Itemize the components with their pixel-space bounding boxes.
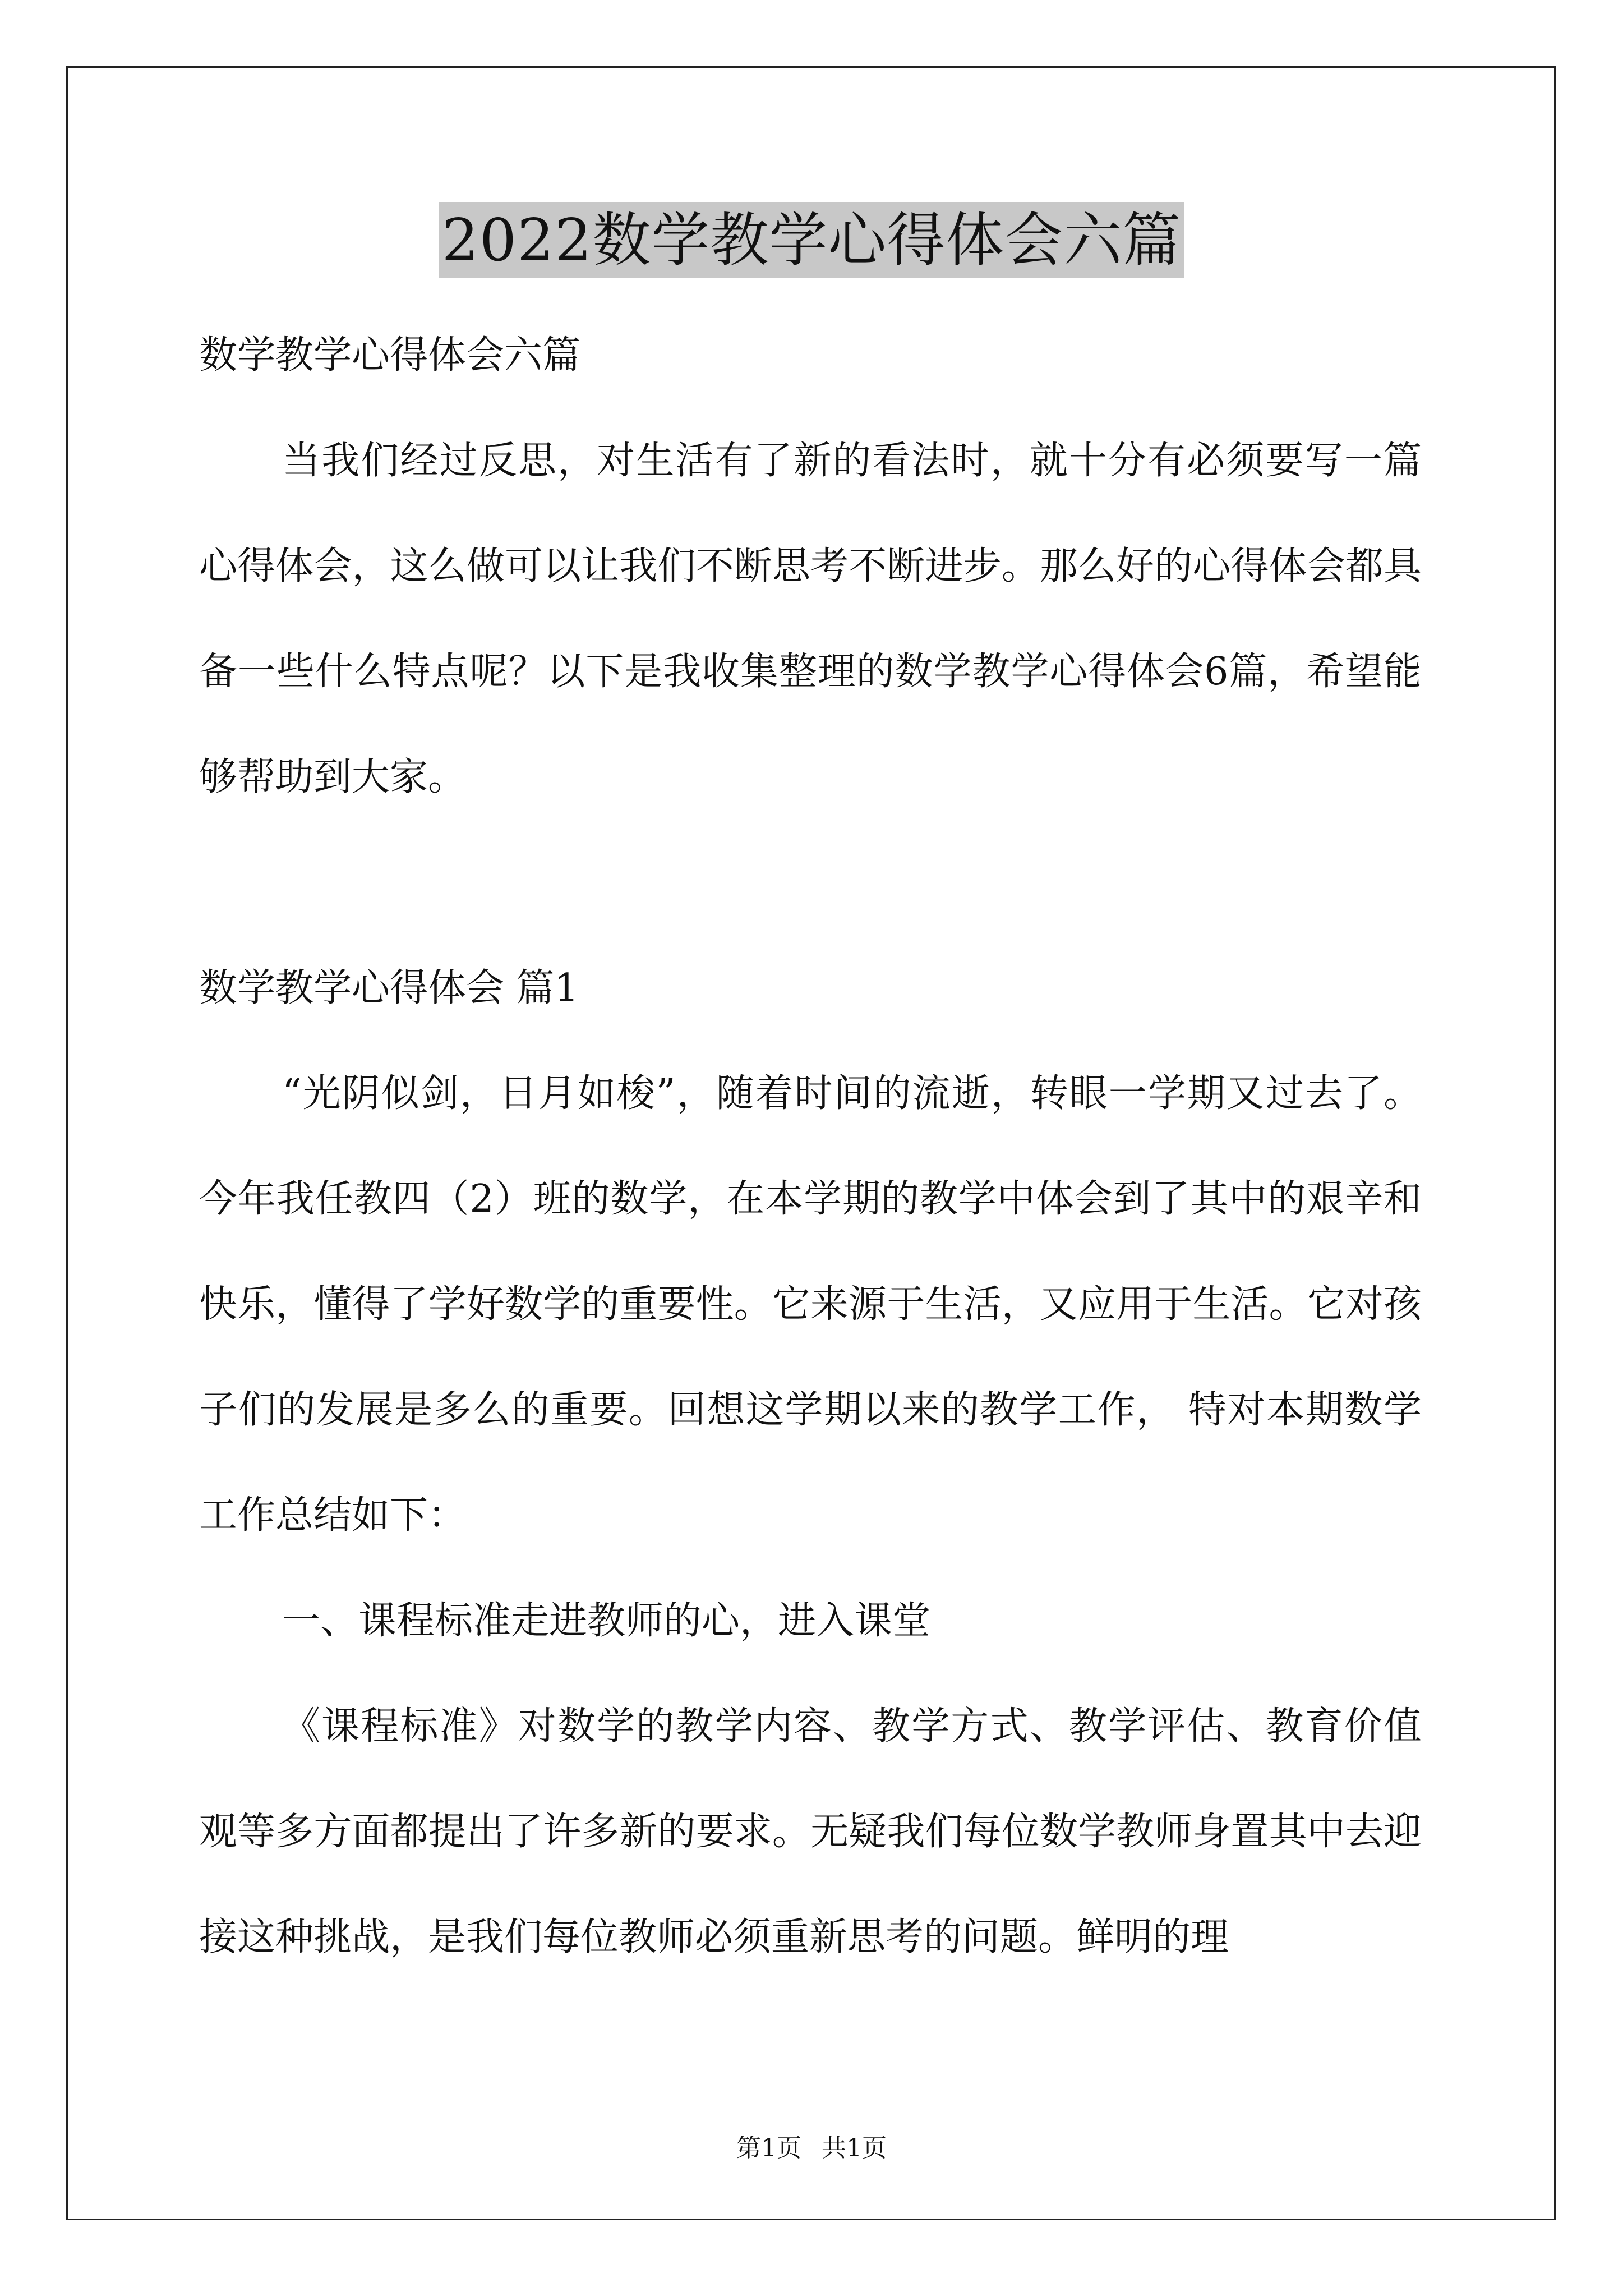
paragraph-spacer	[199, 830, 1422, 936]
intro-paragraph: 当我们经过反思，对生活有了新的看法时，就十分有必须要写一篇心得体会，这么做可以让我们不断思考不断进步。那么好的心得体会都具备一些什么特点呢？以下是我收集整理的数学教学心得体会6篇，希望能够帮助到大家。	[199, 439, 1422, 799]
page-footer	[0, 2132, 1623, 2165]
document-title: 2022数学教学心得体会六篇	[439, 202, 1185, 278]
body-paragraph-1: “光阴似剑，日月如梭”，随着时间的流逝，转眼一学期又过去了。今年我任教四（2）班的数学，在本学期的教学中体会到了其中的艰辛和快乐，懂得了学好数学的重要性。它来源于生活，又应用于生活。它对孩子们的发展是多么的重要。回想这学期以来的教学工作， 特对本期数学工作总结如下：	[199, 1071, 1422, 1538]
page-total: 共1页	[822, 2134, 887, 2162]
document-subtitle: 数学教学心得体会六篇	[199, 333, 581, 378]
document-body	[199, 303, 1422, 1990]
body-paragraph-2: 《课程标准》对数学的教学内容、教学方式、教学评估、教育价值观等多方面都提出了许多新的要求。无疑我们每位数学教师身置其中去迎接这种挑战，是我们每位教师必须重新思考的问题。鲜明的理	[199, 1704, 1422, 1959]
title-container	[0, 202, 1623, 278]
point-heading-1: 一、课程标准走进教师的心，进入课堂	[282, 1599, 931, 1643]
page-number: 第1页	[736, 2134, 801, 2162]
section-heading: 数学教学心得体会 篇1	[199, 966, 579, 1010]
